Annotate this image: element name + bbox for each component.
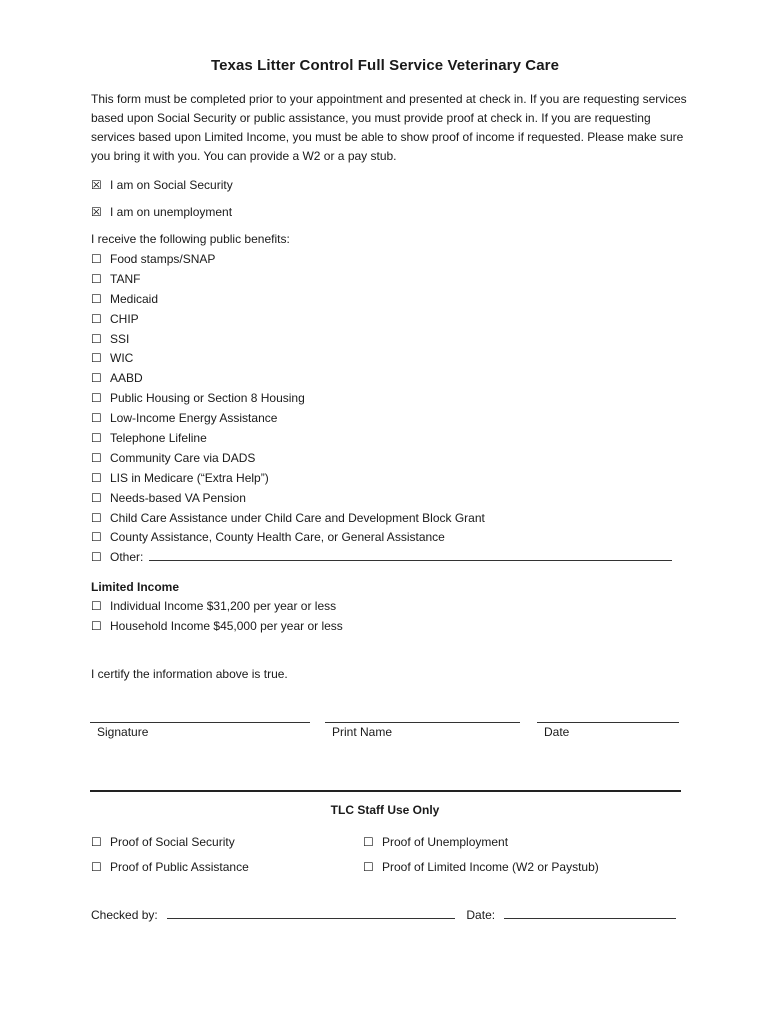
benefit-option[interactable] <box>91 449 672 469</box>
benefit-label: Community Care via DADS <box>110 450 256 465</box>
benefit-label: Child Care Assistance under Child Care and Development Block Grant <box>110 510 485 525</box>
proof-public-assistance-label: Proof of Public Assistance <box>110 860 249 874</box>
limited-income-heading: Limited Income <box>91 580 180 594</box>
benefit-option[interactable] <box>91 489 672 509</box>
checkbox-icon[interactable]: ☐ <box>91 470 102 485</box>
checkbox-icon[interactable]: ☐ <box>91 411 102 426</box>
checked-by-line[interactable] <box>167 907 455 919</box>
other-label: Other: <box>110 550 144 565</box>
benefit-option[interactable] <box>91 469 672 489</box>
benefit-option[interactable] <box>91 290 672 310</box>
print-name-line[interactable] <box>325 722 520 723</box>
checked-by-row <box>91 906 676 924</box>
benefit-label: Public Housing or Section 8 Housing <box>110 391 305 406</box>
signature-label: Signature <box>97 725 149 739</box>
proof-unemployment-label: Proof of Unemployment <box>382 835 509 849</box>
checkbox-icon[interactable]: ☐ <box>363 860 374 874</box>
proof-social-security-label: Proof of Social Security <box>110 835 235 849</box>
benefit-option[interactable] <box>91 310 672 330</box>
benefit-option[interactable] <box>91 509 672 529</box>
benefit-label: TANF <box>110 271 141 286</box>
checkbox-icon[interactable]: ☐ <box>91 860 102 874</box>
benefit-label: County Assistance, County Health Care, or General Assistance <box>110 530 445 545</box>
staff-section-title: TLC Staff Use Only <box>330 803 440 817</box>
checkbox-icon[interactable]: ☐ <box>91 371 102 386</box>
unemployment-option[interactable] <box>91 203 232 221</box>
checkbox-icon[interactable]: ☐ <box>91 619 102 633</box>
checkbox-icon[interactable]: ☐ <box>91 311 102 326</box>
checkbox-icon[interactable]: ☐ <box>91 550 102 565</box>
benefit-option[interactable] <box>91 250 672 270</box>
other-benefit-option[interactable] <box>91 548 672 568</box>
individual-income-label: Individual Income $31,200 per year or less <box>110 599 337 613</box>
benefit-label: Telephone Lifeline <box>110 431 207 446</box>
social-security-label: I am on Social Security <box>110 178 233 192</box>
checkbox-icon[interactable]: ☐ <box>91 271 102 286</box>
benefit-option[interactable] <box>91 369 672 389</box>
checked-checkbox-icon[interactable]: ☒ <box>91 178 102 192</box>
benefit-option[interactable] <box>91 528 672 548</box>
benefit-option[interactable] <box>91 389 672 409</box>
benefit-label: SSI <box>110 331 130 346</box>
benefit-label: AABD <box>110 371 143 386</box>
benefit-option[interactable] <box>91 409 672 429</box>
benefit-option[interactable] <box>91 429 672 449</box>
checkbox-icon[interactable]: ☐ <box>91 291 102 306</box>
individual-income-option[interactable] <box>91 597 336 615</box>
benefits-list <box>91 250 672 568</box>
checkbox-icon[interactable]: ☐ <box>91 431 102 446</box>
certify-statement: I certify the information above is true. <box>91 667 288 681</box>
other-blank-line[interactable] <box>149 549 672 561</box>
benefit-label: CHIP <box>110 311 139 326</box>
staff-date-label: Date: <box>466 908 496 922</box>
checkbox-icon[interactable]: ☐ <box>363 835 374 849</box>
benefit-label: Low-Income Energy Assistance <box>110 411 278 426</box>
checkbox-icon[interactable]: ☐ <box>91 252 102 266</box>
household-income-option[interactable] <box>91 617 343 635</box>
checkbox-icon[interactable]: ☐ <box>91 490 102 505</box>
proof-unemployment-option[interactable] <box>363 833 508 851</box>
checked-by-label: Checked by: <box>91 908 158 922</box>
benefit-option[interactable] <box>91 270 672 290</box>
staff-date-line[interactable] <box>504 907 676 919</box>
benefit-option[interactable] <box>91 349 672 369</box>
proof-limited-income-option[interactable] <box>363 858 599 876</box>
benefit-label: WIC <box>110 351 134 366</box>
form-title: Texas Litter Control Full Service Veterinary Care <box>210 57 560 74</box>
checked-checkbox-icon[interactable]: ☒ <box>91 205 102 219</box>
checkbox-icon[interactable]: ☐ <box>91 331 102 346</box>
benefit-label: Needs-based VA Pension <box>110 490 246 505</box>
social-security-option[interactable] <box>91 176 233 194</box>
print-name-label: Print Name <box>332 725 393 739</box>
household-income-label: Household Income $45,000 per year or less <box>110 619 343 633</box>
benefit-label: Medicaid <box>110 291 159 306</box>
benefit-label: Food stamps/SNAP <box>110 252 216 266</box>
date-line[interactable] <box>537 722 679 723</box>
checkbox-icon[interactable]: ☐ <box>91 835 102 849</box>
benefit-option[interactable] <box>91 330 672 350</box>
proof-social-security-option[interactable] <box>91 833 235 851</box>
unemployment-label: I am on unemployment <box>110 205 233 219</box>
date-label: Date <box>544 725 570 739</box>
intro-paragraph: This form must be completed prior to your appointment and presented at check in. If you are requesting services based upon Social Security or public assistance, you must provide proof at check in. If you are requesting services based upon Limited Income, you must be able to show proof of income if requested. Please make sure you bring it with you. You can provide a W2 or a pay stub. <box>91 92 687 163</box>
proof-public-assistance-option[interactable] <box>91 858 249 876</box>
benefits-heading: I receive the following public benefits: <box>91 232 290 246</box>
section-divider <box>90 790 681 792</box>
checkbox-icon[interactable]: ☐ <box>91 510 102 525</box>
benefit-label: LIS in Medicare (“Extra Help”) <box>110 470 269 485</box>
checkbox-icon[interactable]: ☐ <box>91 530 102 545</box>
checkbox-icon[interactable]: ☐ <box>91 351 102 366</box>
checkbox-icon[interactable]: ☐ <box>91 599 102 613</box>
checkbox-icon[interactable]: ☐ <box>91 450 102 465</box>
proof-limited-income-label: Proof of Limited Income (W2 or Paystub) <box>382 860 599 874</box>
checkbox-icon[interactable]: ☐ <box>91 391 102 406</box>
signature-line[interactable] <box>90 722 310 723</box>
